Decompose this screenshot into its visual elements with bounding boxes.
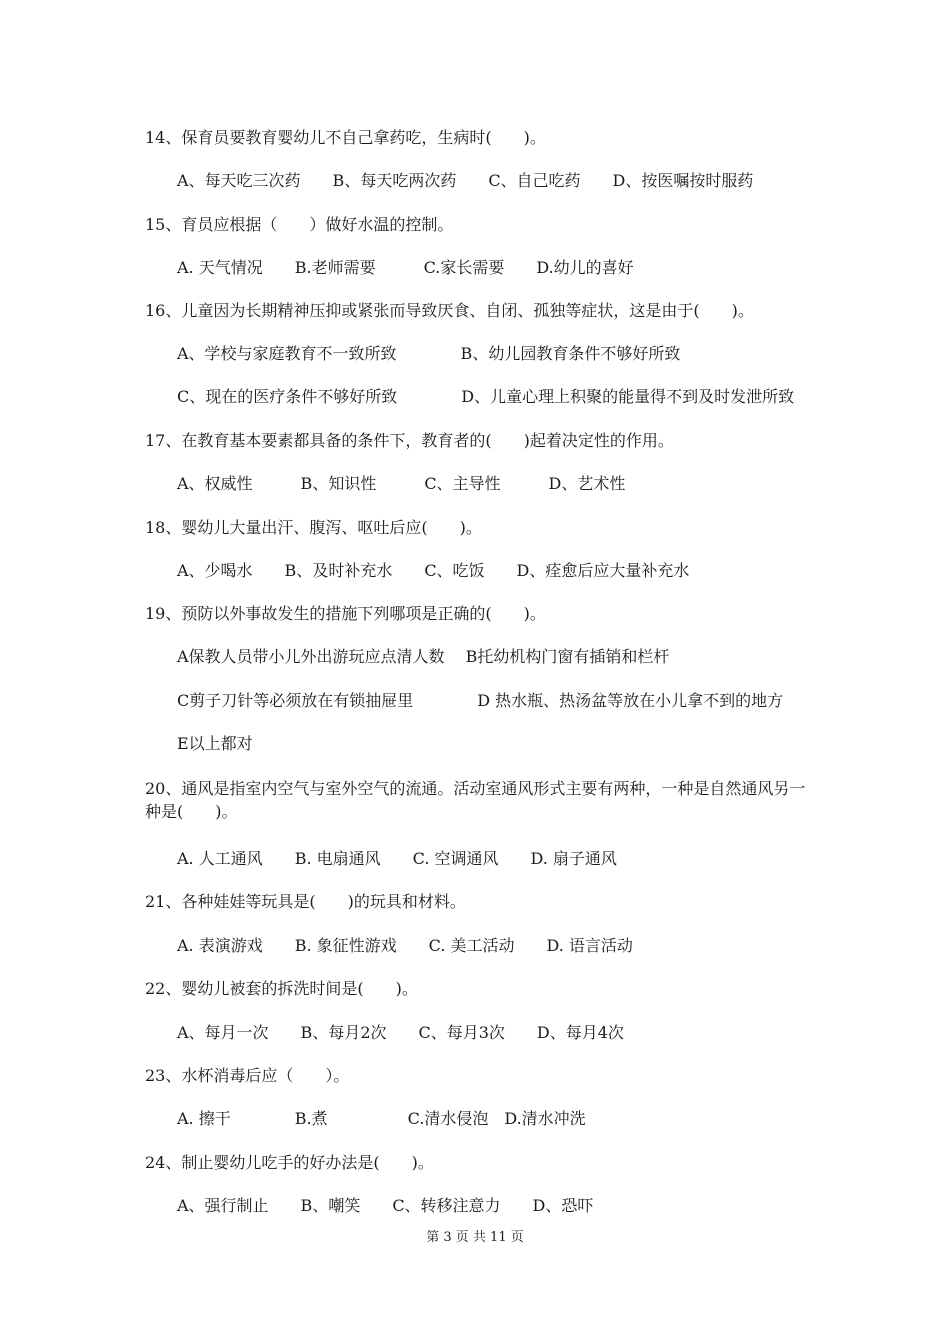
q23-stem: 23、水杯消毒后应（ ）。 [145, 1066, 350, 1085]
q17-options: A、权威性 B、知识性 C、主导性 D、艺术性 [177, 474, 626, 493]
q16-stem: 16、儿童因为长期精神压抑或紧张而导致厌食、自闭、孤独等症状，这是由于( )。 [145, 301, 754, 320]
q22-options: A、每月一次 B、每月2次 C、每月3次 D、每月4次 [177, 1023, 624, 1042]
q24-options: A、强行制止 B、嘲笑 C、转移注意力 D、恐吓 [177, 1196, 594, 1215]
q15-options: A. 天气情况 B.老师需要 C.家长需要 D.幼儿的喜好 [177, 258, 634, 277]
q16-options-row2: C、现在的医疗条件不够好所致 D、儿童心理上积聚的能量得不到及时发泄所致 [177, 387, 795, 406]
q17-stem: 17、在教育基本要素都具备的条件下，教育者的( )起着决定性的作用。 [145, 431, 674, 450]
q18-options: A、少喝水 B、及时补充水 C、吃饭 D、痊愈后应大量补充水 [177, 561, 690, 580]
q18-stem: 18、婴幼儿大量出汗、腹泻、呕吐后应( )。 [145, 518, 482, 537]
q20-stem: 20、通风是指室内空气与室外空气的流通。活动室通风形式主要有两种，一种是自然通风另一种是( )。 [145, 779, 806, 821]
q14-stem: 14、保育员要教育婴幼儿不自己拿药吃，生病时( )。 [145, 128, 546, 147]
q16-options-row1: A、学校与家庭教育不一致所致 B、幼儿园教育条件不够好所致 [177, 344, 681, 363]
q14-options: A、每天吃三次药 B、每天吃两次药 C、自己吃药 D、按医嘱按时服药 [177, 171, 754, 190]
q20-options: A. 人工通风 B. 电扇通风 C. 空调通风 D. 扇子通风 [177, 849, 617, 868]
q19-options-row1: A保教人员带小儿外出游玩应点清人数 B托幼机构门窗有插销和栏杆 [177, 647, 670, 666]
q21-options: A. 表演游戏 B. 象征性游戏 C. 美工活动 D. 语言活动 [177, 936, 633, 955]
q22-stem: 22、婴幼儿被套的拆洗时间是( )。 [145, 979, 418, 998]
q19-options-row3: E以上都对 [177, 734, 253, 753]
q23-options: A. 擦干 B.煮 C.清水侵泡 D.清水冲洗 [177, 1109, 586, 1128]
q15-stem: 15、育员应根据（ ）做好水温的控制。 [145, 215, 454, 234]
q19-options-row2: C剪子刀针等必须放在有锁抽屉里 D 热水瓶、热汤盆等放在小儿拿不到的地方 [177, 691, 784, 710]
page-footer: 第 3 页 共 11 页 [426, 1230, 524, 1245]
q19-stem: 19、预防以外事故发生的措施下列哪项是正确的( )。 [145, 604, 546, 623]
q24-stem: 24、制止婴幼儿吃手的好办法是( )。 [145, 1153, 434, 1172]
q21-stem: 21、各种娃娃等玩具是( )的玩具和材料。 [145, 892, 466, 911]
